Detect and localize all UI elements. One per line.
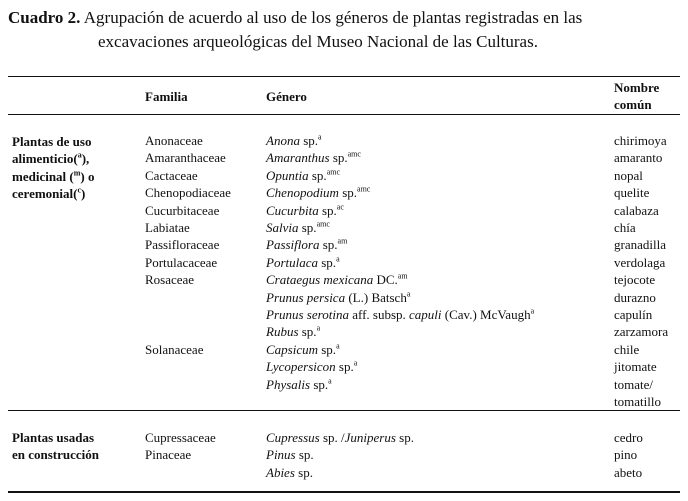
group1-row-nombre-comun: chirimoya xyxy=(614,133,667,148)
genus-rest: sp. xyxy=(308,167,327,183)
group1-row-nombre-comun: capulín xyxy=(614,307,653,322)
header-familia: Familia xyxy=(145,89,188,104)
genus-name: Chenopodium xyxy=(266,185,339,201)
group1-row-nombre-comun: zarzamora xyxy=(614,324,669,340)
group1-row-familia: Labiatae xyxy=(145,220,190,235)
genus-rest: sp. xyxy=(298,324,317,340)
group1-row-nombre-comun: tomatillo xyxy=(614,394,661,409)
genus-name: Cupressus xyxy=(266,430,320,445)
group1-row-genero xyxy=(266,376,332,393)
genus-name: Physalis xyxy=(266,376,311,392)
use-superscript: ac xyxy=(336,202,344,212)
genus-rest: sp. xyxy=(318,202,337,218)
group-label-food xyxy=(12,133,95,203)
genus-rest: sp. xyxy=(310,376,329,392)
genus-rest: sp. xyxy=(319,237,338,253)
group1-row-nombre-comun: quelite xyxy=(614,185,650,201)
genus-rest: (Cav.) McVaugh xyxy=(441,307,531,322)
genus-name: Pinus xyxy=(266,447,296,463)
group2-row-nombre-comun: pino xyxy=(614,447,638,463)
group1-row-nombre-comun: jitomate xyxy=(614,359,657,375)
group1-row-familia: Solanaceae xyxy=(145,341,204,357)
group1-label-line1: Plantas de uso xyxy=(12,134,92,149)
use-superscript: a xyxy=(530,306,535,316)
genus-name: Crataegus mexicana xyxy=(266,272,374,288)
genus-rest: sp. xyxy=(295,447,314,463)
group2-row-nombre-comun: abeto xyxy=(614,464,643,480)
genus-rest: sp. xyxy=(298,220,317,235)
table-caption xyxy=(8,6,680,54)
use-superscript: a xyxy=(318,132,322,142)
group1-row-familia: Amaranthaceae xyxy=(145,150,226,166)
group1-row-familia: Cucurbitaceae xyxy=(145,202,220,218)
use-superscript: am xyxy=(337,237,348,247)
table-label: Cuadro 2. xyxy=(8,8,81,27)
group1-row-genero xyxy=(266,254,340,271)
group1-row-genero xyxy=(266,323,320,340)
group2-label-line1: Plantas usadas xyxy=(12,430,94,445)
genus-rest: aff. subsp. xyxy=(348,307,410,322)
genus-name: Portulaca xyxy=(266,254,318,270)
use-superscript: amc xyxy=(316,219,330,229)
group1-row-genero xyxy=(266,358,357,375)
group2-row-familia: Pinaceae xyxy=(145,447,192,463)
genus-rest: sp. xyxy=(335,359,354,375)
genus-name: Capsicum xyxy=(266,341,318,357)
genus-rest: sp. xyxy=(318,254,337,270)
group2-row-genero xyxy=(266,429,414,446)
use-superscript: a xyxy=(353,358,358,368)
genus-rest: sp. xyxy=(299,133,319,148)
group1-row-nombre-comun: nopal xyxy=(614,167,643,183)
group-separator-rule xyxy=(8,410,680,411)
top-rule xyxy=(8,76,680,77)
caption-text-1: Agrupación de acuerdo al uso de los géneros de plantas registradas en las xyxy=(83,8,583,27)
group-label-construction xyxy=(12,429,99,464)
genus-rest: DC. xyxy=(373,272,398,288)
bottom-rule xyxy=(8,491,680,493)
group2-row-nombre-comun: cedro xyxy=(614,430,643,445)
group1-row-nombre-comun: calabaza xyxy=(614,202,659,218)
group1-row-nombre-comun: tejocote xyxy=(614,272,656,288)
group1-row-genero xyxy=(266,306,534,323)
group1-row-nombre-comun: tomate/ xyxy=(614,376,653,392)
use-superscript: a xyxy=(328,376,332,386)
group1-row-nombre-comun: verdolaga xyxy=(614,254,666,270)
genus-rest: sp. xyxy=(338,185,358,201)
genus-name: capuli xyxy=(409,307,442,322)
genus-name: Prunus persica xyxy=(266,289,346,305)
genus-name: Lycopersicon xyxy=(266,359,336,375)
genus-name: Passiflora xyxy=(266,237,320,253)
group1-row-familia: Anonaceae xyxy=(145,133,203,148)
group1-row-familia: Portulacaceae xyxy=(145,254,218,270)
group1-row-genero xyxy=(266,202,344,219)
group1-row-genero xyxy=(266,341,340,358)
genus-rest: sp. xyxy=(395,430,414,445)
group1-row-nombre-comun: granadilla xyxy=(614,237,666,253)
genus-name: Abies xyxy=(266,464,295,480)
group1-row-genero xyxy=(266,132,322,149)
group1-row-genero xyxy=(266,167,340,184)
use-superscript: a xyxy=(316,324,321,334)
header-nombre-line1: Nombre xyxy=(614,80,660,95)
group1-row-nombre-comun: chía xyxy=(614,220,636,235)
header-nombre-line2: común xyxy=(614,97,652,112)
caption-line-1 xyxy=(8,6,680,30)
group1-label-line2: alimenticio($^a$), xyxy=(12,151,90,167)
genus-rest: sp. xyxy=(294,464,313,480)
group1-row-genero xyxy=(266,184,370,201)
group1-label-line3: medicinal ($^m$) o xyxy=(12,168,95,184)
group2-row-genero xyxy=(266,464,313,481)
genus-name: Salvia xyxy=(266,220,299,235)
use-superscript: a xyxy=(336,341,340,351)
genus-name: Juniperus xyxy=(344,430,396,445)
group1-label-line4: ceremonial($^c$) xyxy=(12,185,86,202)
use-superscript: amc xyxy=(347,150,361,160)
header-nombre-comun xyxy=(614,79,659,113)
header-genero: Género xyxy=(266,89,307,104)
group2-row-familia: Cupressaceae xyxy=(145,430,216,445)
use-superscript: amc xyxy=(357,184,371,194)
group1-row-familia: Cactaceae xyxy=(145,167,198,183)
group1-row-genero xyxy=(266,236,347,253)
group1-row-genero xyxy=(266,149,361,166)
group2-label-line2: en construcción xyxy=(12,447,100,463)
use-superscript: a xyxy=(336,254,340,264)
genus-rest: (L.) Batsch xyxy=(345,289,407,305)
use-superscript: am xyxy=(397,271,408,281)
group2-row-genero xyxy=(266,446,314,463)
group1-row-nombre-comun: chile xyxy=(614,341,640,357)
genus-rest: sp. xyxy=(318,341,337,357)
genus-name: Opuntia xyxy=(266,167,309,183)
caption-line-2: excavaciones arqueológicas del Museo Nacional de las Culturas. xyxy=(98,32,538,51)
group1-row-genero xyxy=(266,219,330,236)
group1-row-familia: Passifloraceae xyxy=(145,237,220,253)
group1-row-familia: Chenopodiaceae xyxy=(145,185,231,201)
group1-row-genero xyxy=(266,289,410,306)
use-superscript: amc xyxy=(326,167,341,177)
genus-name: Rubus xyxy=(266,324,299,340)
group1-row-familia: Rosaceae xyxy=(145,272,195,288)
genus-name: Prunus serotina xyxy=(266,307,349,322)
group1-row-nombre-comun: amaranto xyxy=(614,150,663,166)
genus-name: Cucurbita xyxy=(266,202,319,218)
header-rule xyxy=(8,114,680,115)
genus-rest: sp. xyxy=(329,150,348,166)
genus-name: Amaranthus xyxy=(266,150,330,166)
genus-rest: sp. / xyxy=(319,430,345,445)
group1-row-nombre-comun: durazno xyxy=(614,289,656,305)
group1-row-genero xyxy=(266,271,408,288)
use-superscript: a xyxy=(406,289,411,299)
genus-name: Anona xyxy=(266,133,300,148)
